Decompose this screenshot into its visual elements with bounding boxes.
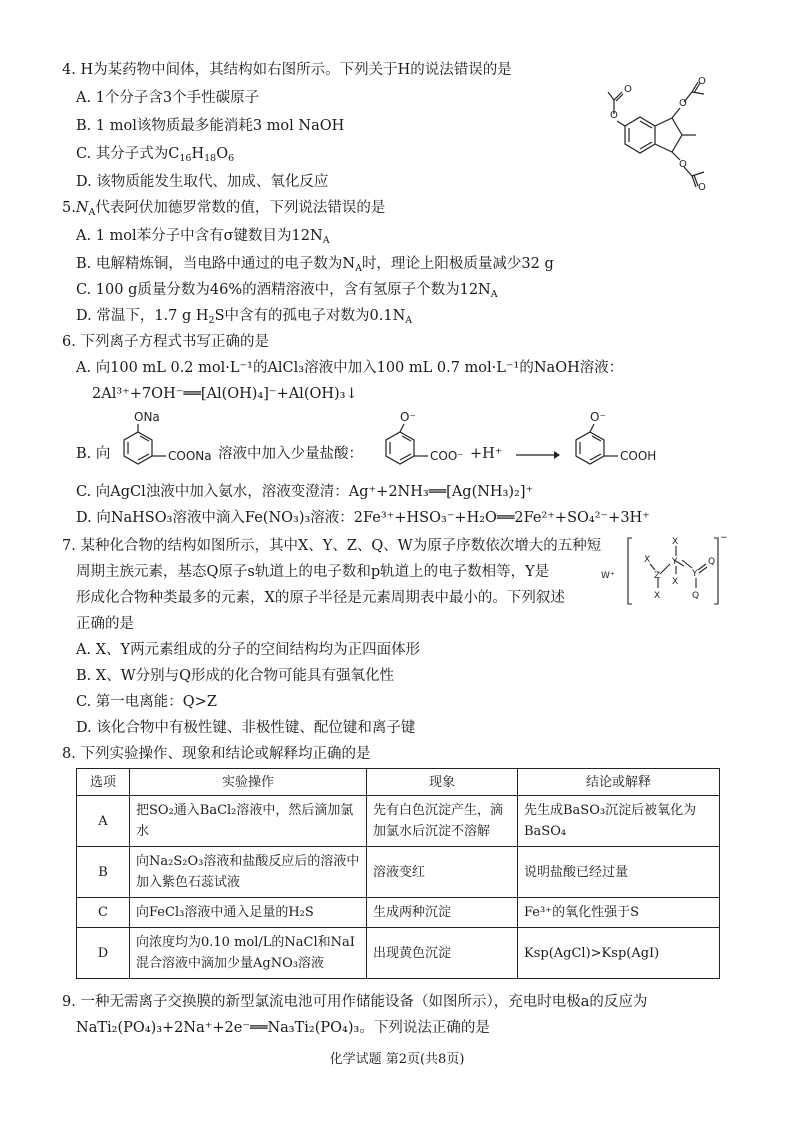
q6-option-a-line2: 2Al³⁺+7OH⁻══[Al(OH)₄]⁻+Al(OH)₃↓ (92, 386, 358, 402)
q7-option-c: C. 第一电离能：Q>Z (76, 694, 217, 710)
table-cell: Fe³⁺的氧化性强于S (518, 898, 720, 928)
svg-text:O: O (679, 98, 687, 109)
o-minus-label: O⁻ (400, 410, 416, 424)
q4-option-a: A. 1个分子含3个手性碳原子 (76, 90, 260, 106)
q6-option-b-label: B. 向 (76, 446, 111, 462)
q9-stem-line1: 9. 一种无需离子交换膜的新型氯流电池可用作储能设备（如图所示），充电时电极a的反应为 (62, 994, 648, 1010)
svg-text:Q: Q (708, 557, 716, 567)
cooh-label: COOH (620, 449, 657, 463)
coo-minus-label: COO⁻ (430, 449, 464, 463)
q5-option-d: D. 常温下，1.7 g $H_2S$中含有的孤电子对数为$0.1N_A$ (76, 308, 413, 326)
table-cell: 向浓度均为0.10 mol/L的NaCl和NaI混合溶液中滴加少量AgNO₃溶液 (130, 928, 367, 979)
table-cell: 说明盐酸已经过量 (518, 847, 720, 898)
reaction-arrow-icon (514, 448, 560, 462)
table-cell: 向Na₂S₂O₃溶液和盐酸反应后的溶液中加入紫色石蕊试液 (130, 847, 367, 898)
table-cell: 生成两种沉淀 (367, 898, 518, 928)
table-cell: 先有白色沉淀产生，滴加氯水后沉淀不溶解 (367, 796, 518, 847)
svg-text:X: X (644, 555, 651, 565)
table-cell: B (77, 847, 130, 898)
header-conclusion: 结论或解释 (518, 769, 720, 796)
table-row (77, 928, 720, 979)
q6-phenoxide-figure (374, 410, 474, 472)
q5-option-a: A. 1 mol苯分子中含有σ键数目为$12N_A$ (76, 228, 330, 246)
svg-text:O: O (610, 110, 618, 121)
q7-option-a: A. X、Y两元素组成的分子的空间结构均为正四面体形 (76, 642, 421, 658)
q6-stem: 6. 下列离子方程式书写正确的是 (62, 334, 269, 350)
q8-stem: 8. 下列实验操作、现象和结论或解释均正确的是 (62, 746, 371, 762)
table-cell: C (77, 898, 130, 928)
q6-option-a-line1: A. 向100 mL 0.2 mol·L⁻¹的AlCl₃溶液中加入100 mL 0.7 mol·L⁻¹的NaOH溶液： (76, 360, 624, 376)
q5-option-b: B. 电解精炼铜，当电路中通过的电子数为$N_A$时，理论上阳极质量减少32 g (76, 256, 554, 274)
q6-option-b-plus: +H⁺ (470, 446, 503, 462)
table-cell: A (77, 796, 130, 847)
q6-option-b-mid: 溶液中加入少量盐酸： (218, 446, 363, 462)
q7-option-b: B. X、W分别与Q形成的化合物可能具有强氧化性 (76, 668, 394, 684)
q5-option-c: C. 100 g质量分数为46%的酒精溶液中，含有氢原子个数为$12N_A$ (76, 282, 498, 300)
table-cell: 溶液变红 (367, 847, 518, 898)
table-cell: 把SO₂通入BaCl₂溶液中，然后滴加氯水 (130, 796, 367, 847)
svg-text:X: X (672, 577, 679, 587)
svg-text:O: O (624, 84, 632, 95)
table-header-row (77, 769, 720, 796)
q4-molecule-figure (600, 72, 730, 192)
table-cell: Ksp(AgCl)>Ksp(AgI) (518, 928, 720, 979)
table-row (77, 796, 720, 847)
svg-text:Y: Y (692, 569, 698, 579)
table-cell: 出现黄色沉淀 (367, 928, 518, 979)
o-minus-label-2: O⁻ (590, 410, 606, 424)
svg-text:Y: Y (672, 557, 678, 567)
q4-option-d: D. 该物质能发生取代、加成、氧化反应 (76, 174, 329, 190)
svg-text:Q: Q (692, 591, 700, 601)
svg-text:O: O (698, 76, 706, 87)
q9-stem-line2: NaTi₂(PO₄)₃+2Na⁺+2e⁻══Na₃Ti₂(PO₄)₃。下列说法正确的是 (76, 1020, 490, 1036)
header-option: 选项 (77, 769, 130, 796)
q6-sodium-salicylate-figure (112, 410, 216, 472)
page-footer: 化学试题 第2页(共8页) (329, 1052, 465, 1067)
q6-option-d: D. 向NaHSO₃溶液中滴入Fe(NO₃)₃溶液：2Fe³⁺+HSO₃⁻+H₂O══2Fe²⁺+SO₄²⁻+3H⁺ (76, 510, 650, 526)
table-cell: 先生成BaSO₃沉淀后被氧化为BaSO₄ (518, 796, 720, 847)
q7-stem-line1: 7. 某种化合物的结构如图所示，其中X、Y、Z、Q、W为原子序数依次增大的五种短 (62, 538, 602, 554)
header-operation: 实验操作 (130, 769, 367, 796)
svg-text:X: X (654, 591, 661, 601)
table-row (77, 847, 720, 898)
table-cell: D (77, 928, 130, 979)
q8-experiment-table (76, 768, 720, 979)
coona-label: COONa (168, 449, 212, 463)
q7-stem-line4: 正确的是 (76, 616, 134, 632)
q4-option-c: C. 其分子式为$C_{16}H_{18}O_6$ (76, 146, 235, 164)
onasub-label: ONa (134, 410, 160, 424)
q7-structure-figure (598, 530, 734, 616)
q6-option-c: C. 向AgCl浊液中加入氨水，溶液变澄清：Ag⁺+2NH₃══[Ag(NH₃)₂]⁺ (76, 484, 534, 500)
svg-text:Z: Z (654, 571, 661, 581)
q7-option-d: D. 该化合物中有极性键、非极性键、配位键和离子键 (76, 720, 416, 736)
table-row (77, 898, 720, 928)
svg-text:O: O (679, 159, 687, 170)
w-plus-label: W⁺ (601, 571, 615, 581)
q4-option-b: B. 1 mol该物质最多能消耗3 mol NaOH (76, 118, 345, 134)
q7-stem-line3: 形成化合物种类最多的元素，X的原子半径是元素周期表中最小的。下列叙述 (76, 590, 565, 606)
table-cell: 向FeCl₃溶液中通入足量的H₂S (130, 898, 367, 928)
q5-stem: $5.N_A$代表阿伏加德罗常数的值，下列说法错误的是 (62, 200, 386, 218)
svg-text:X: X (672, 537, 679, 547)
q4-stem: 4. H为某药物中间体，其结构如右图所示。下列关于H的说法错误的是 (62, 62, 512, 78)
svg-text:O: O (698, 182, 706, 192)
header-phenomenon: 现象 (367, 769, 518, 796)
svg-text:−: − (720, 533, 728, 543)
q7-stem-line2: 周期主族元素，基态Q原子s轨道上的电子数和p轨道上的电子数相等，Y是 (76, 564, 550, 580)
q6-salicylic-figure (564, 410, 664, 472)
